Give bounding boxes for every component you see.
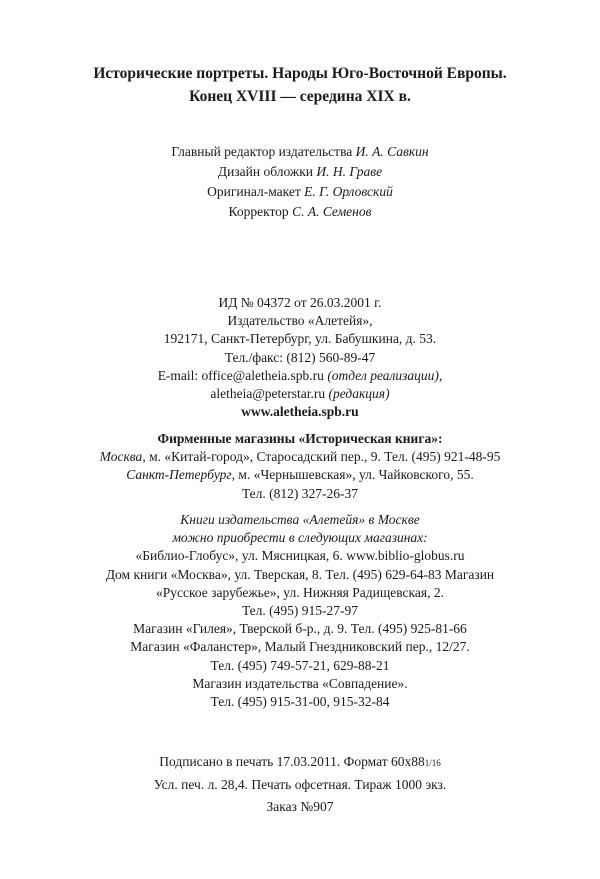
print-signed [0, 751, 600, 774]
shop-spb-city: Санкт-Петербург [126, 467, 232, 483]
imprint [0, 294, 600, 421]
imprint-phone: Тел./факс: (812) 560-89-47 [224, 349, 376, 365]
credit-editor-name: И. А. Савкин [355, 144, 429, 159]
email-sales-text: E-mail: office@aletheia.spb.ru [157, 367, 324, 383]
moscow-stores [0, 511, 600, 711]
moscow-store-line: Дом книги «Москва», ул. Тверская, 8. Тел. (495) 629-64-83 Магазин [105, 566, 495, 582]
imprint-email-sales [0, 367, 600, 385]
book-title-line-2: Конец XVIII — середина XIX в. [189, 88, 411, 105]
shop-moscow [0, 448, 600, 466]
email-editorial-text: aletheia@peterstar.ru [210, 386, 326, 402]
moscow-store-line: Тел. (495) 749-57-21, 629-88-21 [210, 657, 390, 673]
shop-spb-address: , м. «Чернышевская», ул. Чайковского, 55. [231, 467, 474, 483]
print-sheets: Усл. печ. л. 28,4. Печать офсетная. Тираж 1000 экз. [153, 777, 447, 792]
moscow-stores-intro-2: можно приобрести в следующих магазинах: [172, 530, 428, 546]
credit-proofreader [0, 202, 600, 222]
book-title-line-1: Исторические портреты. Народы Юго-Восточной Европы. [93, 65, 507, 82]
moscow-store-line: «Русское зарубежье», ул. Нижняя Радищевская, 2. [156, 584, 444, 600]
moscow-store-line: Магазин «Гилея», Тверской б-р., д. 9. Тел. (495) 925-81-66 [133, 621, 467, 637]
imprint-address: 192171, Санкт-Петербург, ул. Бабушкина, д. 53. [163, 331, 437, 347]
email-sales-suffix: , [438, 367, 443, 383]
credit-cover-design [0, 162, 600, 182]
moscow-store-line: «Библио-Глобус», ул. Мясницкая, 6. www.biblio-globus.ru [135, 548, 465, 564]
moscow-stores-intro-1: Книги издательства «Алетейя» в Москве [180, 512, 420, 527]
email-editorial-note: (редакция) [328, 386, 390, 402]
print-details [0, 751, 600, 818]
credit-cover-design-name: И. Н. Граве [316, 164, 383, 179]
moscow-store-line: Тел. (495) 915-31-00, 915-32-84 [210, 694, 390, 710]
shop-spb [0, 466, 600, 484]
print-signed-text: Подписано в печать 17.03.2011. Формат 60х88 [159, 754, 425, 769]
credit-editor-role: Главный редактор издательства [171, 144, 353, 159]
moscow-store-line: Тел. (495) 915-27-97 [241, 603, 359, 619]
credit-cover-design-role: Дизайн обложки [217, 164, 314, 179]
imprint-publisher: Издательство «Алетейя», [227, 313, 373, 329]
book-title [0, 62, 600, 108]
email-sales-note: (отдел реализации) [327, 367, 439, 383]
imprint-email-editorial [0, 385, 600, 403]
shop-moscow-address: , м. «Китай-город», Старосадский пер., 9. Тел. (495) 921-48-95 [142, 449, 501, 465]
credit-editor [0, 142, 600, 162]
shop-moscow-city: Москва [99, 449, 143, 465]
credit-layout-role: Оригинал-макет [207, 184, 301, 199]
moscow-store-line: Магазин издательства «Совпадение». [192, 675, 408, 691]
shop-spb-phone: Тел. (812) 327-26-37 [241, 485, 359, 501]
credit-layout [0, 182, 600, 202]
print-order: Заказ №907 [266, 799, 334, 814]
imprint-website: www.aletheia.spb.ru [241, 404, 359, 420]
moscow-store-line: Магазин «Фаланстер», Малый Гнездниковский пер., 12/27. [130, 639, 470, 655]
credit-proofreader-name: С. А. Семенов [292, 204, 372, 219]
credits [0, 142, 600, 222]
imprint-license: ИД № 04372 от 26.03.2001 г. [218, 295, 382, 310]
credit-proofreader-role: Корректор [228, 204, 289, 219]
shops-heading: Фирменные магазины «Историческая книга»: [157, 431, 443, 446]
shops [0, 430, 600, 503]
print-format-fraction: 1/16 [424, 758, 441, 768]
credit-layout-name: Е. Г. Орловский [304, 184, 393, 199]
